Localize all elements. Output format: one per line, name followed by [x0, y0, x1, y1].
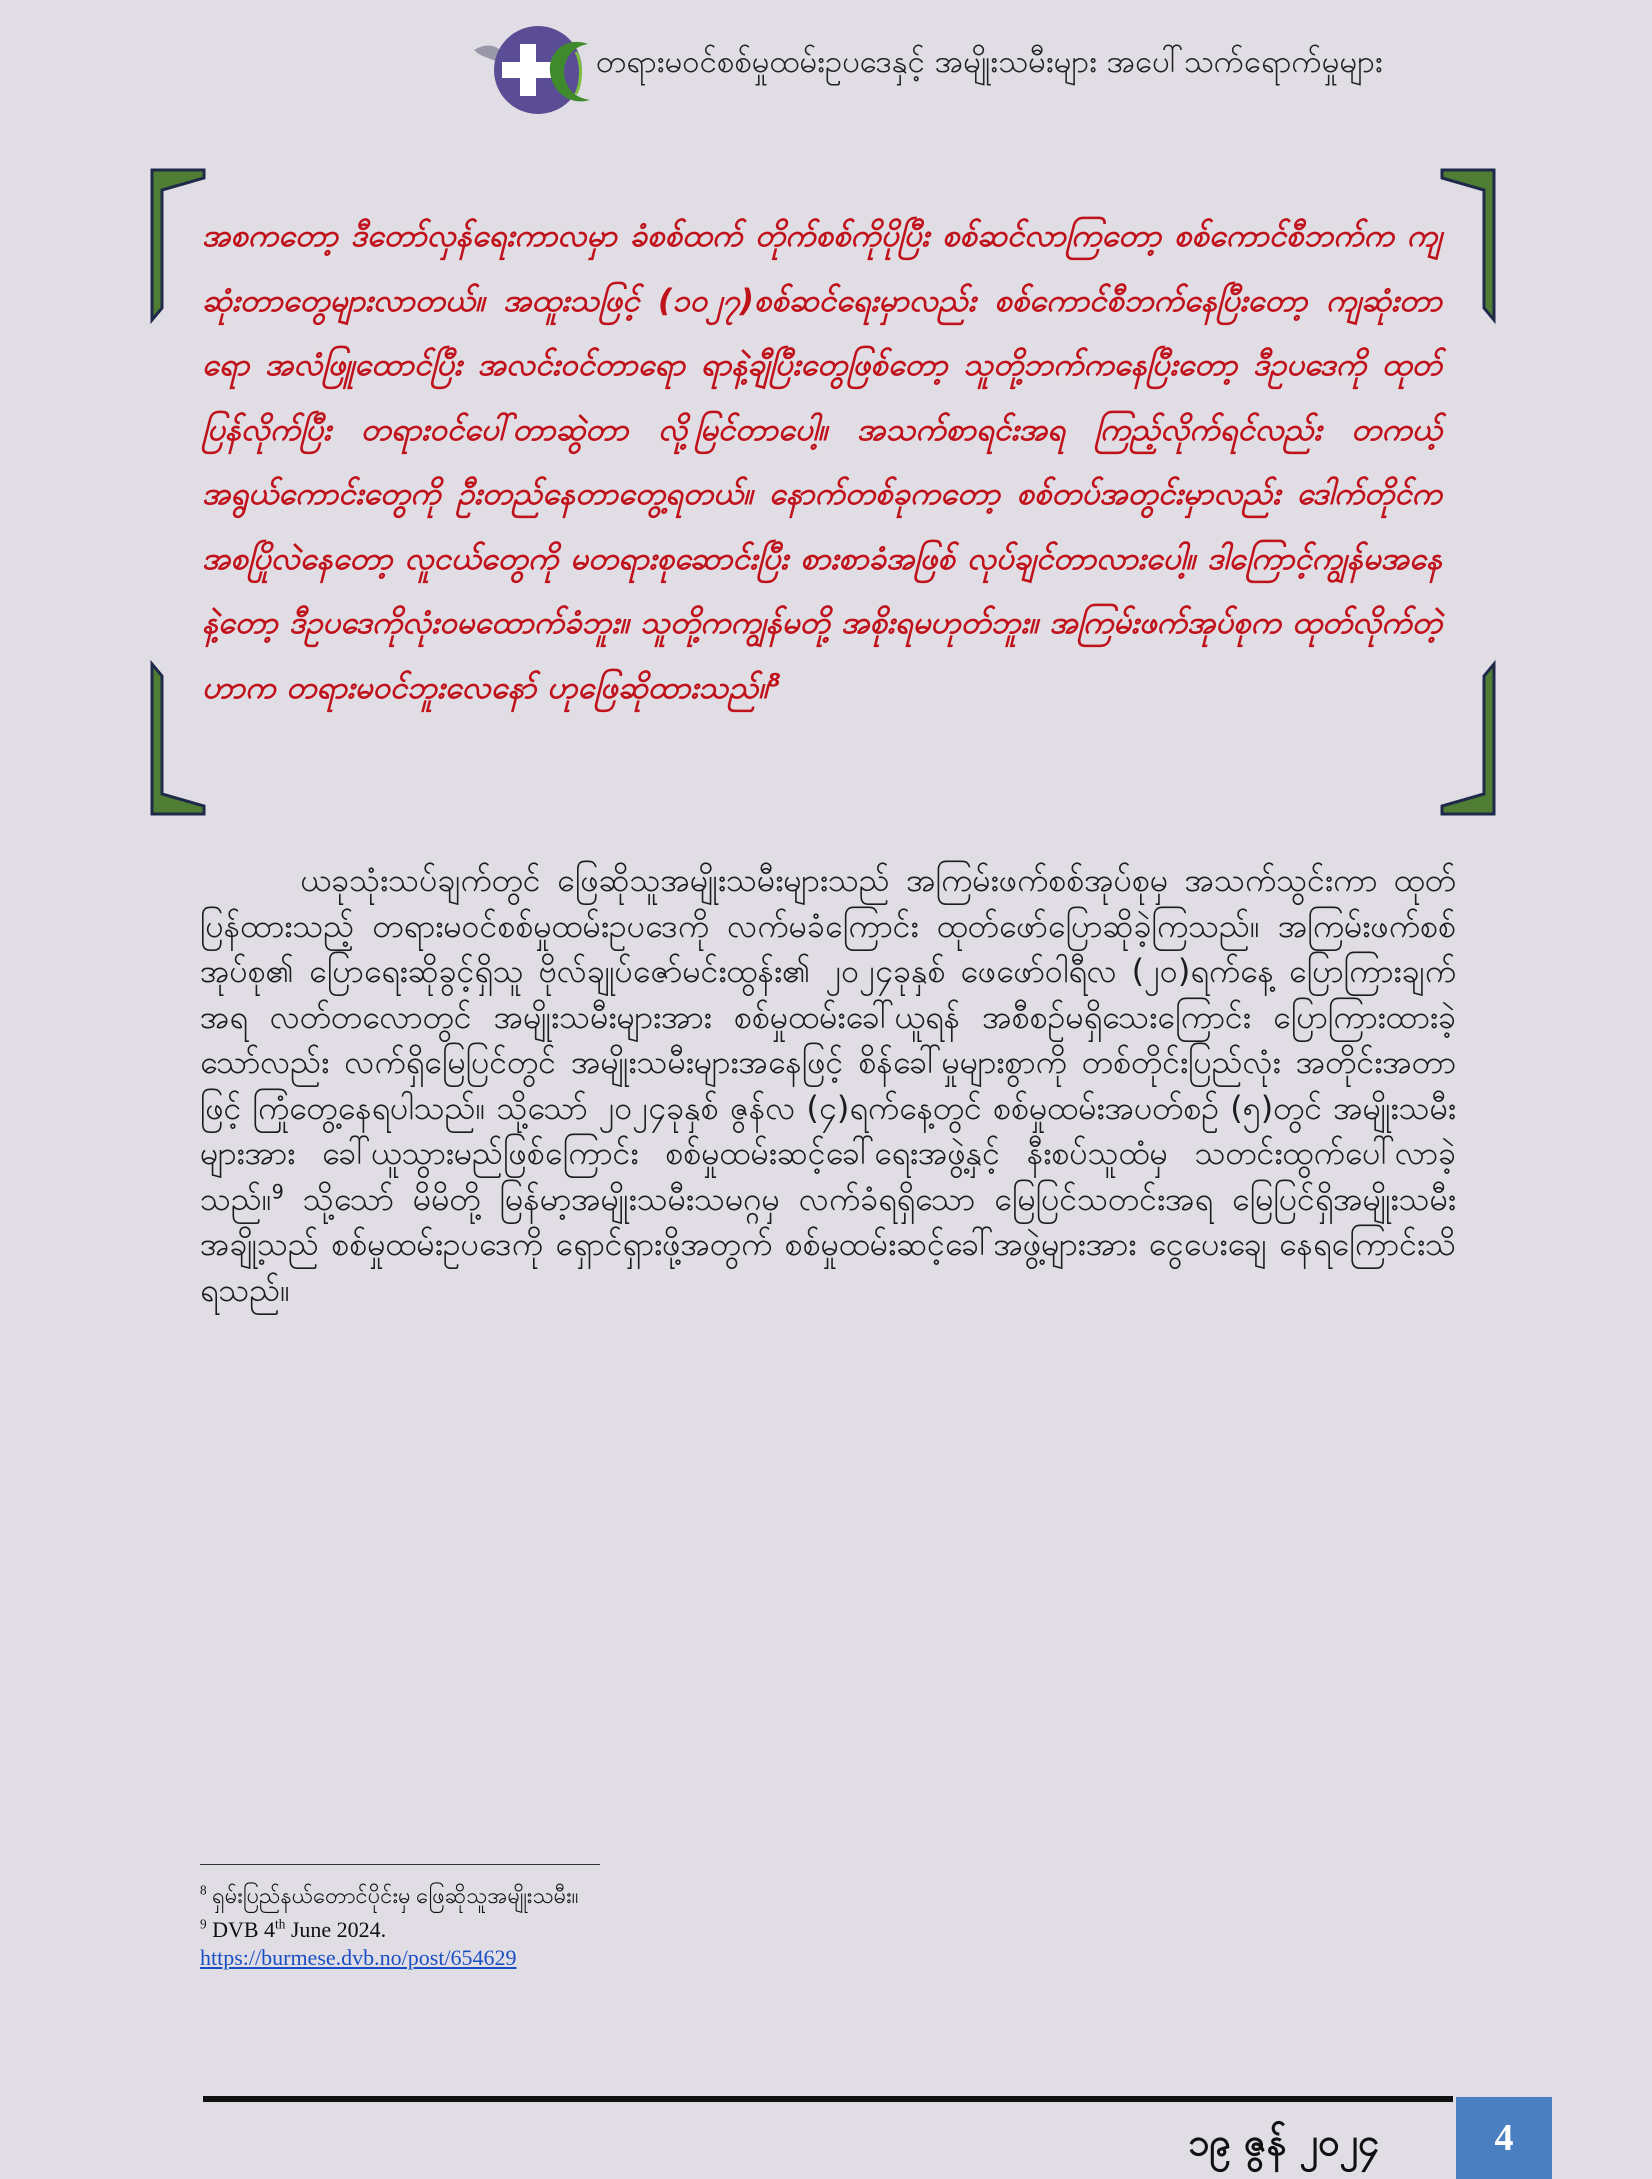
- page-number: 4: [1456, 2097, 1552, 2179]
- quote-text: [202, 204, 1442, 720]
- footer-rule: [203, 2096, 1453, 2102]
- footnote-number: 9: [200, 1916, 207, 1932]
- footnote-ref-8[interactable]: 8: [767, 670, 781, 692]
- footnote-text: ရှမ်းပြည်နယ်တောင်ပိုင်းမှ ဖြေဆိုသူအမျိုးသမီး။: [212, 1883, 579, 1908]
- footnote-number: 8: [200, 1882, 207, 1898]
- page-header: [0, 14, 1652, 106]
- footnote-9: [200, 1916, 1100, 1944]
- body-part-1: ယခုသုံးသပ်ချက်တွင် ဖြေဆိုသူအမျိုးသမီးများသည် အကြမ်းဖက်စစ်အုပ်စုမှ အသက်သွင်းကာ ထုတ်ပြန်ထားသည့် တရားမဝင်စစ်မှုထမ်းဥပဒေကို လက်မခံကြောင်း ထုတ်ဖော်ပြောဆိုခဲ့ကြသည်။ အကြမ်းဖက်စစ်အုပ်စု၏ ပြောရေးဆိုခွင့်ရှိသူ ဗိုလ်ချုပ်ဇော်မင်းထွန်း၏ ၂၀၂၄ခုနှစ် ဖေဖော်ဝါရီလ (၂၀)ရက်နေ့ ပြောကြားချက်အရ လတ်တလောတွင် အမျိုးသမီးများအား စစ်မှုထမ်းခေါ်ယူရန် အစီစဉ်မရှိသေးကြောင်း ပြောကြားထားခဲ့သော်လည်း လက်ရှိမြေပြင်တွင် အမျိုးသမီးများအနေဖြင့် စိန်ခေါ်မှုများစွာကို တစ်တိုင်းပြည်လုံး အတိုင်းအတာဖြင့် ကြုံတွေ့နေရပါသည်။ သို့သော် ၂၀၂၄ခုနှစ် ဇွန်လ (၄)ရက်နေ့တွင် စစ်မှုထမ်းအပတ်စဉ် (၅)တွင် အမျိုးသမီးများအား ခေါ်ယူသွားမည်ဖြစ်ကြောင်း စစ်မှုထမ်းဆင့်ခေါ်ရေးအဖွဲ့နှင့် နီးစပ်သူထံမှ သတင်းထွက်ပေါ်လာခဲ့သည်။: [200, 861, 1456, 1218]
- quote-box: [150, 168, 1496, 816]
- footer-date: ၁၉ ဇွန် ၂၀၂၄: [1188, 2120, 1380, 2164]
- footnote-ref-9[interactable]: 9: [271, 1179, 284, 1203]
- footnote-text: DVB 4: [212, 1917, 276, 1942]
- body-paragraph: [200, 858, 1456, 1313]
- footnotes: [200, 1882, 1100, 1972]
- source-link[interactable]: https://burmese.dvb.no/post/654629: [200, 1945, 517, 1970]
- quote-body: အစကတော့ ဒီတော်လှန်ရေးကာလမှာ ခံစစ်ထက် တိုက်စစ်ကိုပိုပြီး စစ်ဆင်လာကြတော့ စစ်ကောင်စီဘက်က ကျဆုံးတာတွေများလာတယ်။ အထူးသဖြင့် (၁၀၂၇)စစ်ဆင်ရေးမှာလည်း စစ်ကောင်စီဘက်နေပြီးတော့ ကျဆုံးတာရော အလံဖြူထောင်ပြီး အလင်းဝင်တာရော ရာနဲ့ချီပြီးတွေဖြစ်တော့ သူတို့ဘက်ကနေပြီးတော့ ဒီဥပဒေကို ထုတ်ပြန်လိုက်ပြီး တရားဝင်ပေါ်တာဆွဲတာ လို့မြင်တာပေါ့။ အသက်စာရင်းအရ ကြည့်လိုက်ရင်လည်း တကယ့်အရွယ်ကောင်းတွေကို ဦးတည်နေတာတွေ့ရတယ်။ နောက်တစ်ခုကတော့ စစ်တပ်အတွင်းမှာလည်း ဒေါက်တိုင်ကအစပြိုလဲနေတော့ လူငယ်တွေကို မတရားစုဆောင်းပြီး စားစာခံအဖြစ် လုပ်ချင်တာလားပေါ့။ ဒါကြောင့်ကျွန်မအနေနဲ့တော့ ဒီဥပဒေကိုလုံးဝမထောက်ခံဘူး။ သူတို့ကကျွန်မတို့ အစိုးရမဟုတ်ဘူး။ အကြမ်းဖက်အုပ်စုက ထုတ်လိုက်တဲ့ဟာက တရားမဝင်ဘူးလေနော် ဟုဖြေဆိုထားသည်။: [202, 218, 1442, 706]
- header-title: တရားမဝင်စစ်မှုထမ်းဥပဒေနှင့် အမျိုးသမီးများ အပေါ်သက်ရောက်မှုများ: [596, 44, 1383, 80]
- footnote-9-link-line: [200, 1944, 1100, 1972]
- org-logo-icon: [470, 22, 605, 118]
- footnote-8: [200, 1882, 1100, 1910]
- body-part-2: သို့သော် မိမိတို့ မြန်မာ့အမျိုးသမီးသမဂ္ဂမှ လက်ခံရရှိသော မြေပြင်သတင်းအရ မြေပြင်ရှိအမျိုးသမီးအချို့သည် စစ်မှုထမ်းဥပဒေကို ရှောင်ရှားဖို့အတွက် စစ်မှုထမ်းဆင့်ခေါ်အဖွဲ့များအား ငွေပေးချေ နေရကြောင်းသိရသည်။: [200, 1179, 1456, 1309]
- footnote-separator: [200, 1864, 600, 1865]
- footnote-ordinal: th: [275, 1916, 286, 1932]
- footnote-text-end: June 2024.: [285, 1917, 387, 1942]
